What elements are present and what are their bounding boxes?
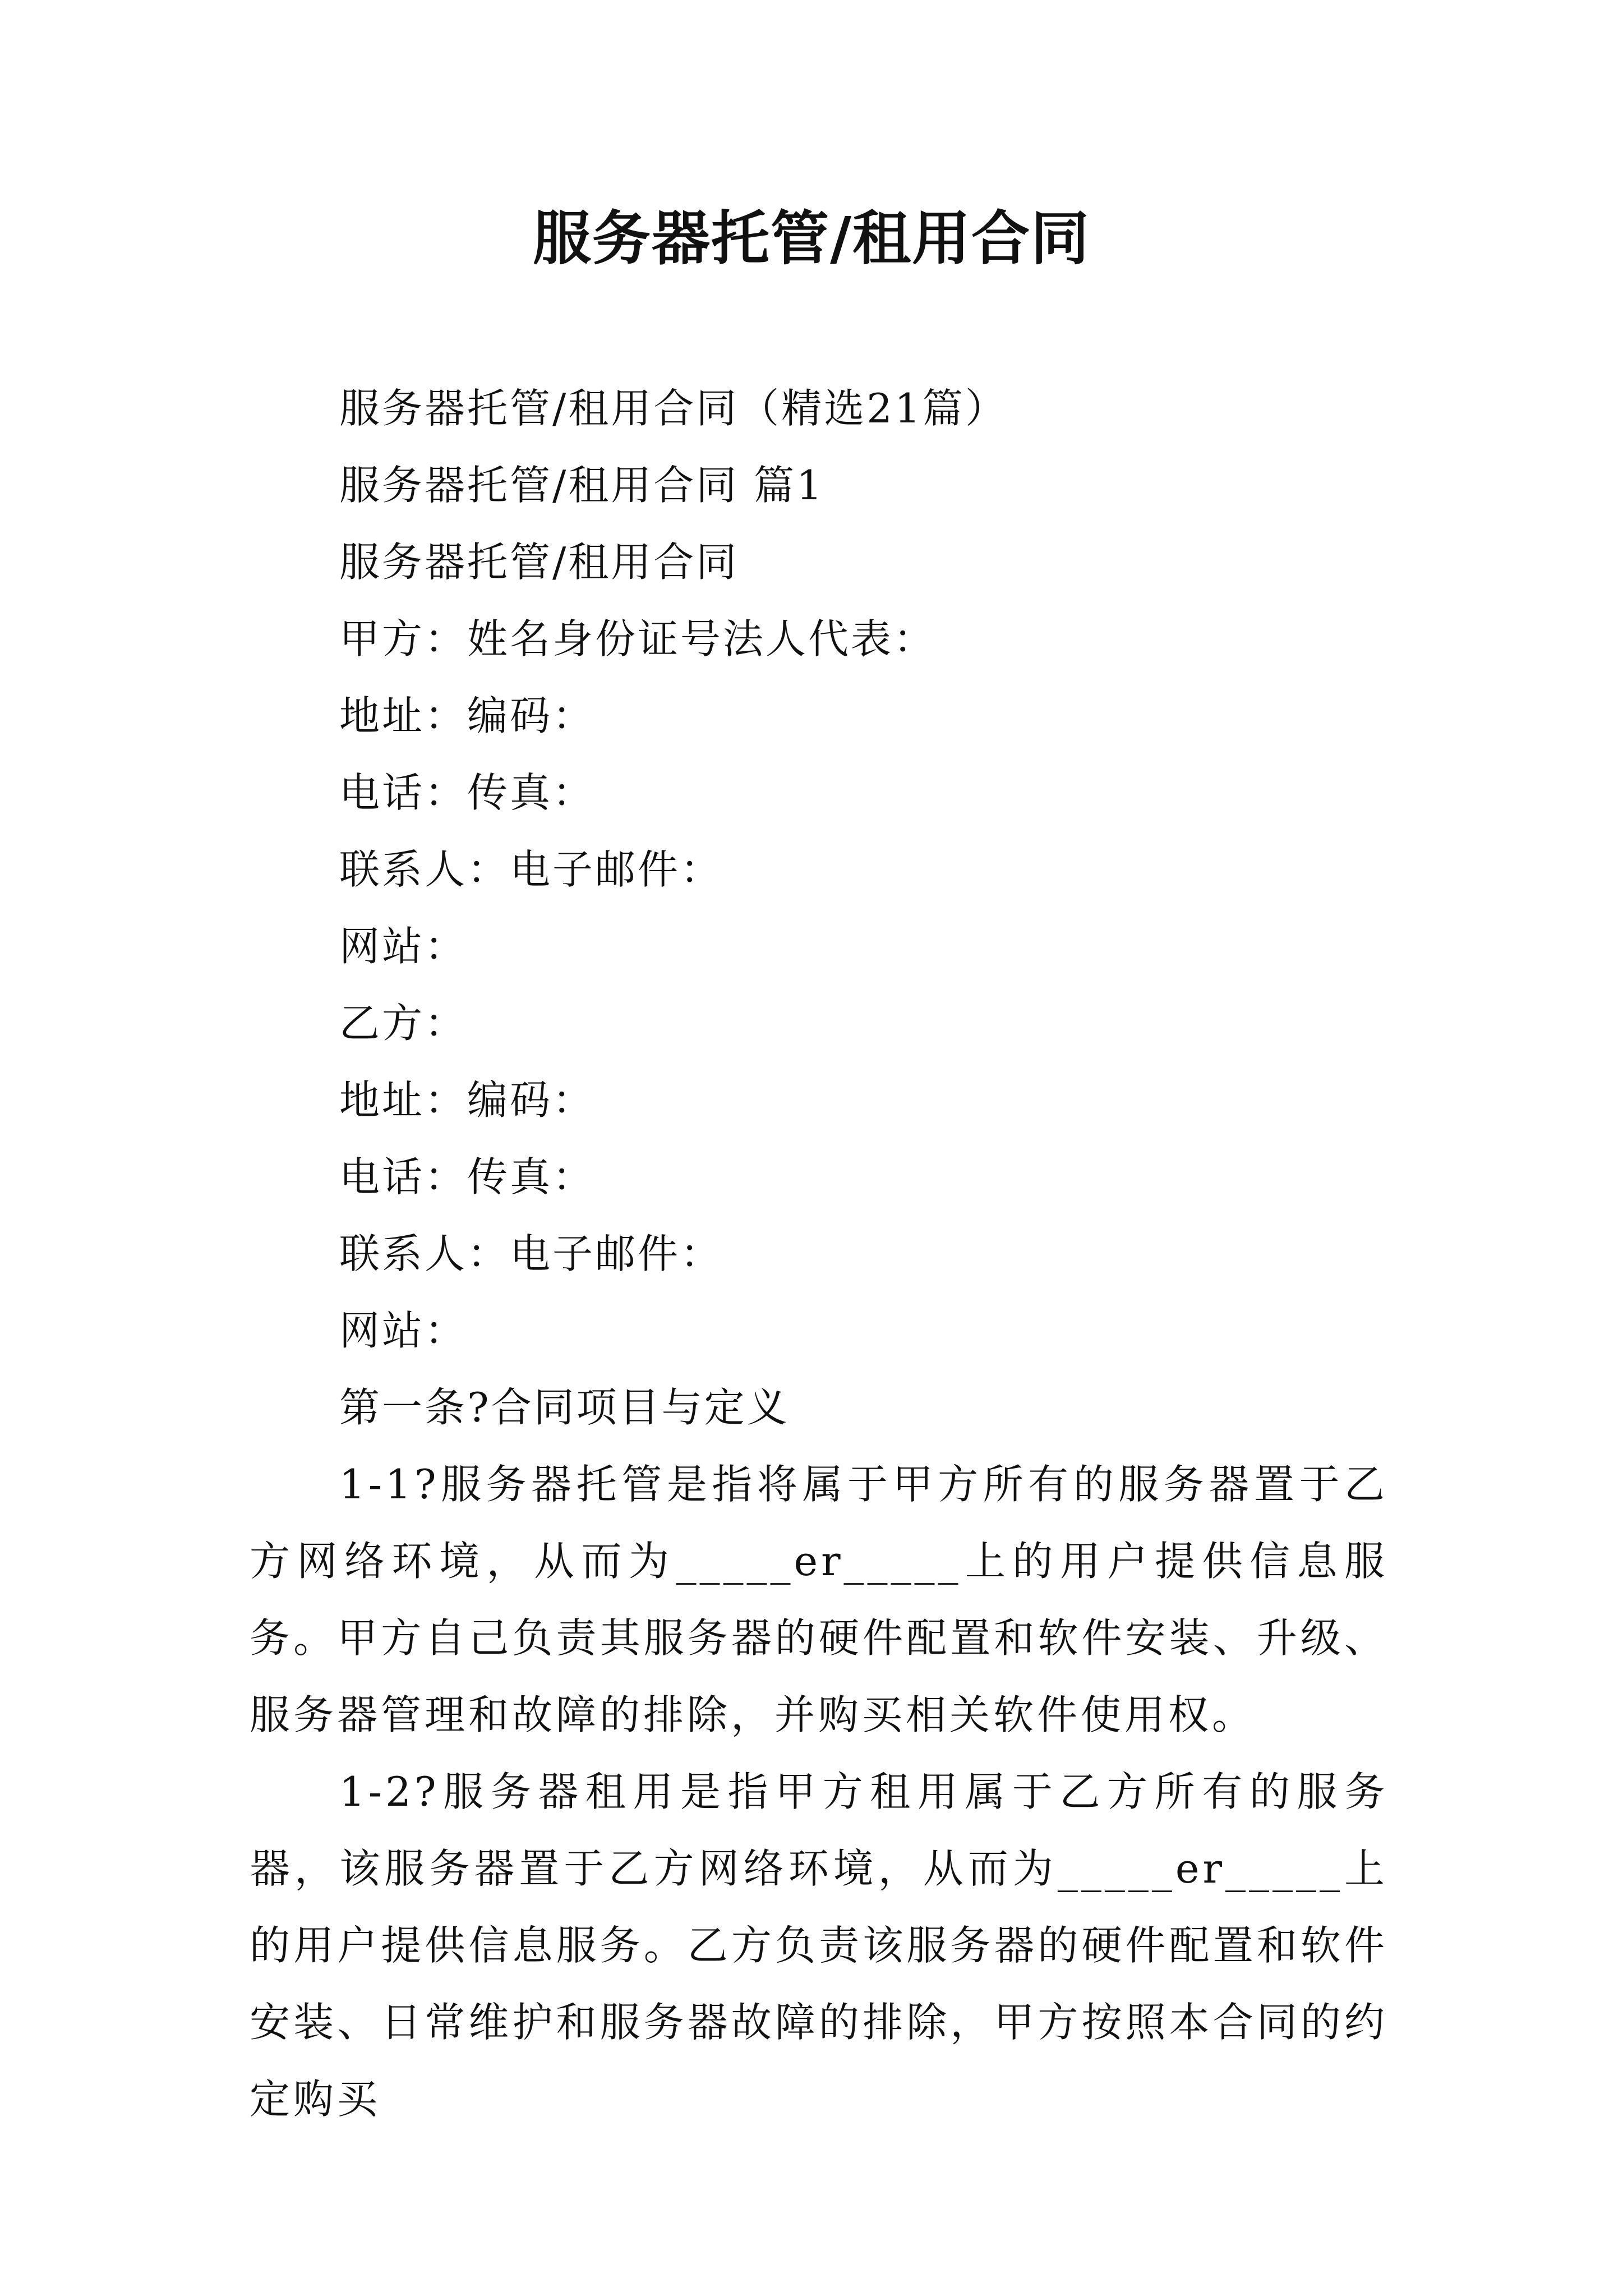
clause-paragraph: 1-2?服务器租用是指甲方租用属于乙方所有的服务器，该服务器置于乙方网络环境，从而为_____er_____上的用户提供信息服务。乙方负责该服务器的硬件配置和软件安装、日常维护和服务器故障的排除，甲方按照本合同的约定购买: [250, 1768, 1388, 2123]
party-a-phone-line: 电话：传真：: [339, 769, 596, 816]
party-b-line: 乙方：: [339, 1000, 468, 1047]
party-a-line: 甲方：姓名身份证号法人代表：: [339, 615, 937, 662]
contract-name-line: 服务器托管/租用合同: [339, 539, 739, 586]
party-a-address-line: 地址：编码：: [339, 692, 596, 739]
party-a-contact-line: 联系人：电子邮件：: [339, 846, 723, 893]
party-b-website-line: 网站：: [339, 1307, 468, 1354]
subtitle-line: 服务器托管/租用合同（精选21篇）: [339, 385, 1008, 432]
party-b-phone-line: 电话：传真：: [339, 1153, 596, 1200]
section-heading: 服务器托管/租用合同 篇1: [339, 462, 824, 509]
party-b-address-line: 地址：编码：: [339, 1076, 596, 1124]
document-body: [250, 370, 1388, 2138]
clause-paragraph: 1-1?服务器托管是指将属于甲方所有的服务器置于乙方网络环境，从而为_____er_____上的用户提供信息服务。甲方自己负责其服务器的硬件配置和软件安装、升级、服务器管理和故障的排除，并购买相关软件使用权。: [250, 1461, 1388, 1738]
article-heading: 第一条?合同项目与定义: [339, 1384, 790, 1431]
party-a-website-line: 网站：: [339, 923, 468, 970]
document-title: 服务器托管/租用合同: [533, 204, 1090, 273]
party-b-contact-line: 联系人：电子邮件：: [339, 1230, 723, 1277]
